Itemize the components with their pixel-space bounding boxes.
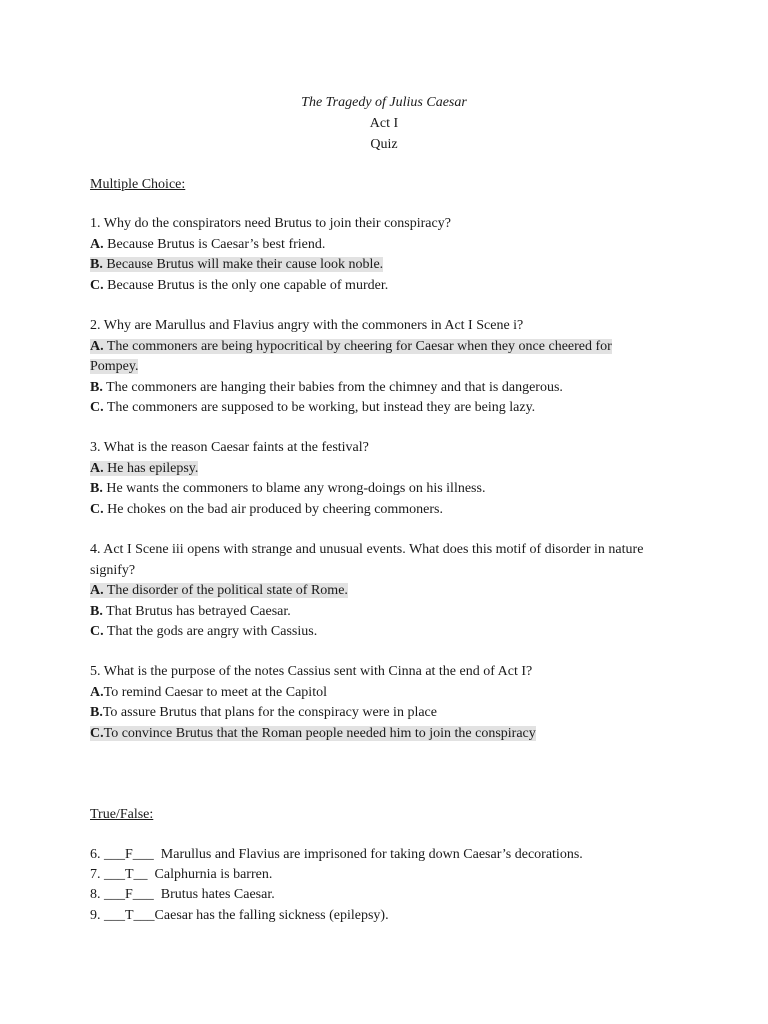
option-text: The disorder of the political state of Rome.	[103, 583, 348, 598]
tf-item-6: 6. ___F___ Marullus and Flavius are imprisoned for taking down Caesar’s decorations.	[90, 847, 583, 862]
option-letter: C.	[90, 725, 104, 741]
option-text: To convince Brutus that the Roman people needed him to join the conspiracy	[103, 725, 536, 741]
document-title: The Tragedy of Julius Caesar	[301, 95, 467, 110]
act-label: Act I	[369, 116, 399, 131]
option-text: Because Brutus is Caesar’s best friend.	[103, 236, 326, 252]
option-text: That Brutus has betrayed Caesar.	[102, 603, 291, 619]
question-stem: 4. Act I Scene iii opens with strange and unusual events. What does this motif of disorder in nature signify?	[90, 542, 644, 578]
option-text: To remind Caesar to meet at the Capitol	[103, 684, 327, 700]
answer-highlight	[90, 339, 612, 375]
question-5	[90, 662, 660, 744]
option-text: To assure Brutus that plans for the conspiracy were in place	[102, 705, 437, 720]
option-text: Because Brutus is the only one capable of murder.	[103, 277, 389, 293]
option-letter: A.	[90, 583, 104, 598]
question-stem: 2. Why are Marullus and Flavius angry with the commoners in Act I Scene i?	[90, 318, 524, 333]
option-b-correct	[90, 255, 660, 276]
answer-highlight	[90, 257, 383, 272]
question-stem: 1. Why do the conspirators need Brutus to join their conspiracy?	[90, 216, 451, 231]
true-false-heading: True/False:	[90, 807, 154, 822]
option-c	[90, 622, 660, 643]
answer-highlight	[90, 583, 348, 598]
quiz-label: Quiz	[370, 137, 398, 152]
option-letter: A.	[90, 338, 104, 354]
answer-highlight	[90, 726, 536, 741]
option-text: Because Brutus will make their cause look noble.	[102, 257, 384, 272]
option-c	[90, 500, 660, 521]
multiple-choice-heading: Multiple Choice:	[90, 177, 186, 192]
option-a	[90, 683, 660, 704]
question-2	[90, 316, 660, 419]
question-1	[90, 214, 660, 296]
option-text: That the gods are angry with Cassius.	[103, 624, 318, 639]
option-b	[90, 602, 660, 623]
option-b	[90, 378, 660, 399]
document-header	[0, 92, 768, 155]
option-letter: A.	[90, 684, 104, 700]
option-text: He wants the commoners to blame any wrong-doings on his illness.	[102, 481, 486, 496]
option-letter: B.	[90, 257, 103, 272]
option-a-correct	[90, 337, 660, 378]
option-a-correct	[90, 459, 660, 480]
tf-item-9: 9. ___T___Caesar has the falling sickness (epilepsy).	[90, 908, 389, 923]
question-3	[90, 438, 660, 520]
question-4	[90, 540, 660, 643]
option-letter: C.	[90, 624, 104, 639]
option-b	[90, 703, 660, 724]
question-stem: 5. What is the purpose of the notes Cassius sent with Cinna at the end of Act I?	[90, 664, 533, 679]
option-letter: A.	[90, 236, 104, 252]
option-text: The commoners are hanging their babies from the chimney and that is dangerous.	[102, 379, 563, 395]
option-b	[90, 479, 660, 500]
option-a	[90, 235, 660, 256]
option-text: The commoners are being hypocritical by cheering for Caesar when they once cheered for Pompey.	[90, 338, 612, 374]
option-letter: C.	[90, 400, 104, 415]
option-letter: B.	[90, 705, 103, 720]
option-letter: A.	[90, 460, 104, 476]
option-letter: B.	[90, 379, 103, 395]
option-a-correct	[90, 581, 660, 602]
tf-item-8: 8. ___F___ Brutus hates Caesar.	[90, 887, 275, 902]
option-letter: B.	[90, 481, 103, 496]
option-letter: C.	[90, 501, 104, 517]
option-c	[90, 398, 660, 419]
option-text: The commoners are supposed to be working, but instead they are being lazy.	[103, 400, 536, 415]
option-text: He chokes on the bad air produced by cheering commoners.	[103, 501, 444, 517]
question-stem: 3. What is the reason Caesar faints at the festival?	[90, 440, 369, 455]
option-letter: C.	[90, 277, 104, 293]
answer-highlight	[90, 461, 198, 476]
option-c-correct	[90, 724, 660, 745]
tf-item-7: 7. ___T__ Calphurnia is barren.	[90, 867, 273, 882]
option-letter: B.	[90, 603, 103, 619]
option-text: He has epilepsy.	[103, 460, 199, 476]
option-c	[90, 276, 660, 297]
